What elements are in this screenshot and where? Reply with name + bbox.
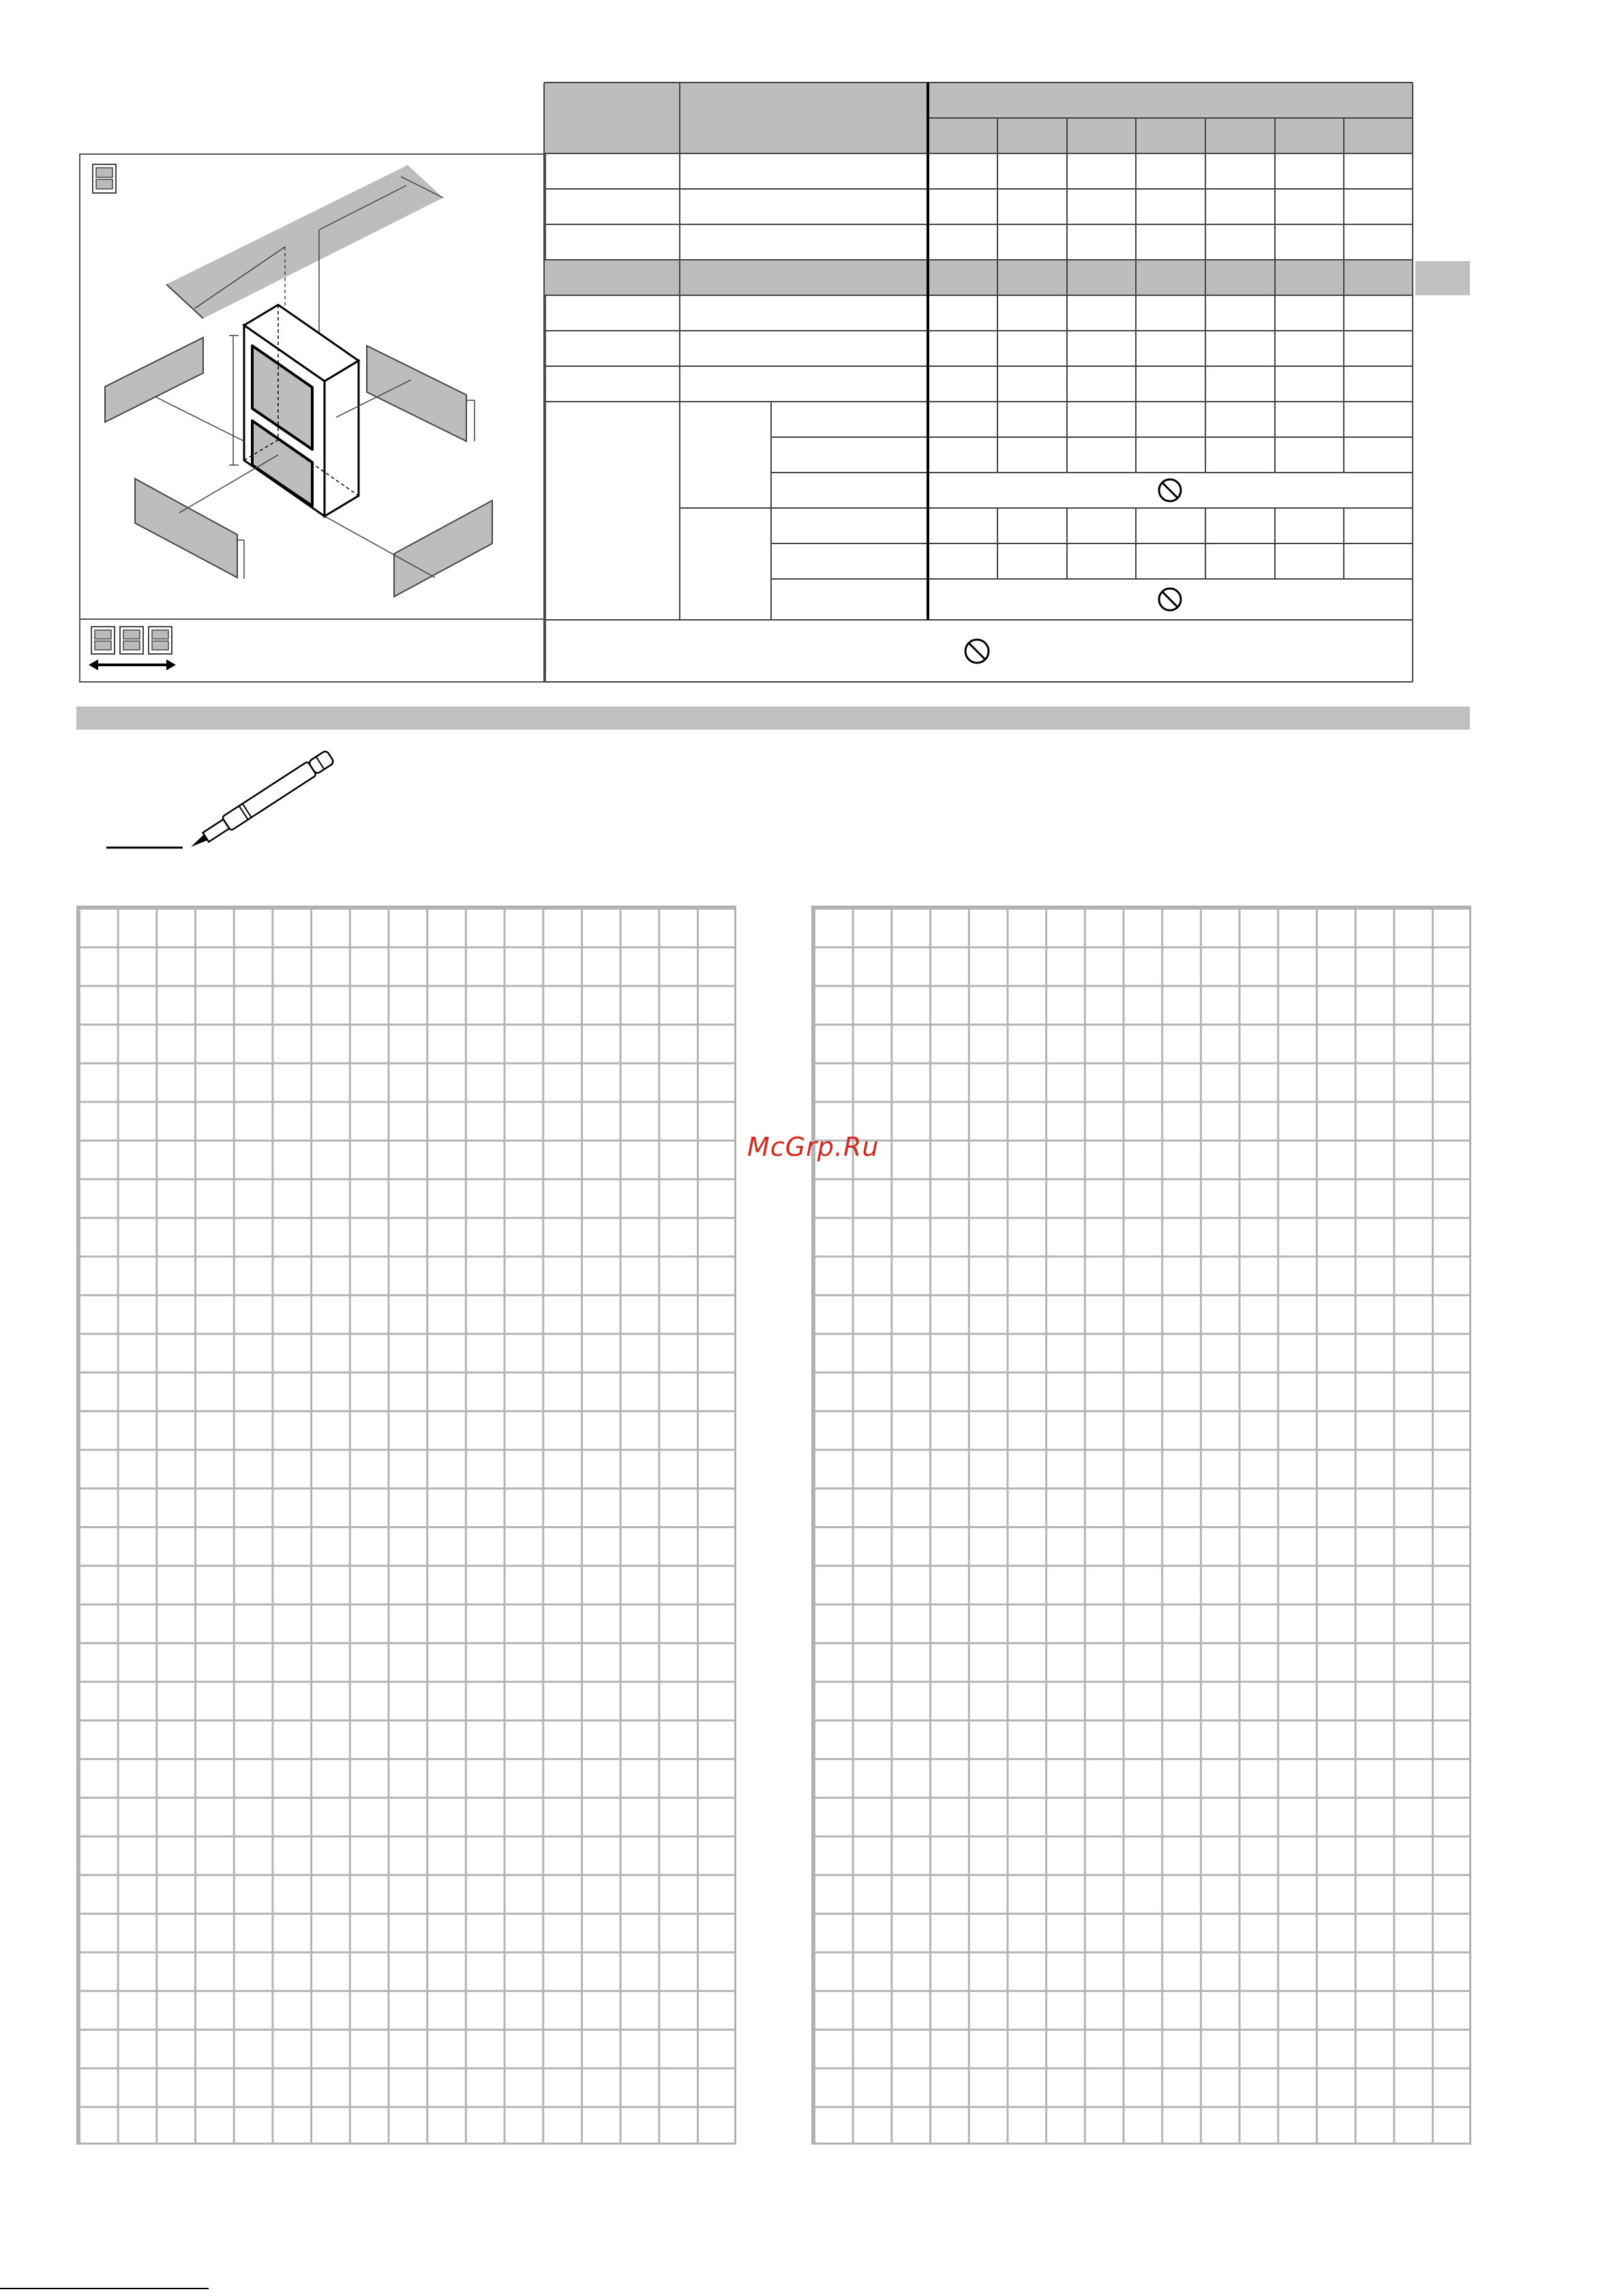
clearance-diagram bbox=[80, 155, 545, 618]
graph-paper-right bbox=[811, 906, 1471, 2145]
multi-unit-cell bbox=[79, 620, 546, 683]
footer-rule bbox=[0, 2288, 209, 2289]
installation-diagram-panel bbox=[79, 153, 546, 620]
pen-icon bbox=[102, 743, 375, 859]
no-entry-icon bbox=[1159, 479, 1181, 501]
side-tab-marker bbox=[1415, 261, 1470, 295]
single-unit-icon bbox=[93, 164, 116, 193]
watermark-text: McGrp.Ru bbox=[747, 1132, 879, 1162]
multi-unit-row-icon bbox=[80, 620, 545, 681]
section-divider-bar bbox=[76, 706, 1470, 730]
graph-paper-left bbox=[76, 906, 736, 2145]
no-entry-icon bbox=[1159, 588, 1181, 610]
no-entry-icon bbox=[965, 640, 989, 663]
outdoor-unit-drawing bbox=[244, 305, 359, 516]
clearance-spec-table bbox=[543, 80, 1415, 687]
